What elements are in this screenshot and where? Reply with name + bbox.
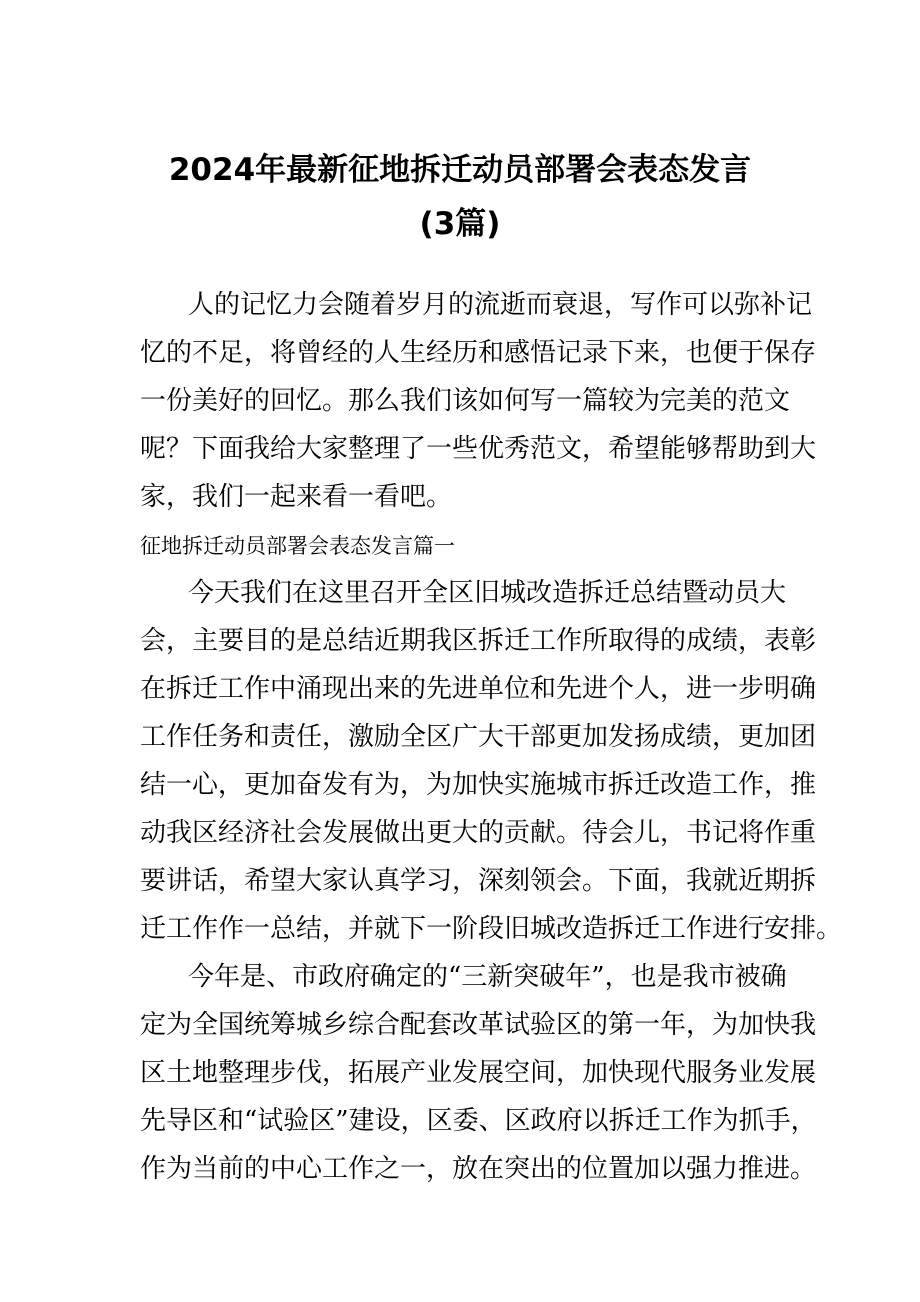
body-line: 工作任务和责任，激励全区广大干部更加发扬成绩，更加团 [140, 722, 817, 752]
intro-line: 家，我们一起来看一看吧。 [140, 482, 453, 512]
body-line: 会，主要目的是总结近期我区拆迁工作所取得的成绩，表彰 [140, 626, 817, 656]
body-line: 动我区经济社会发展做出更大的贡献。待会儿，书记将作重 [140, 818, 817, 848]
body-line: 在拆迁工作中涌现出来的先进单位和先进个人，进一步明确 [140, 674, 817, 704]
body-line: 今年是、市政府确定的“三新突破年”，也是我市被确 [188, 962, 787, 992]
intro-line: 人的记忆力会随着岁月的流逝而衰退，写作可以弥补记 [188, 290, 813, 320]
intro-line: 呢？下面我给大家整理了一些优秀范文，希望能够帮助到大 [140, 434, 817, 464]
body-line: 先导区和“试验区”建设，区委、区政府以拆迁工作为抓手， [140, 1106, 817, 1136]
document-title-line-1: 2024年最新征地拆迁动员部署会表态发言 [168, 152, 752, 188]
intro-line: 一份美好的回忆。那么我们该如何写一篇较为完美的范文 [140, 386, 791, 416]
body-line: 今天我们在这里召开全区旧城改造拆迁总结暨动员大 [188, 578, 787, 608]
body-line: 区土地整理步伐，拓展产业发展空间，加快现代服务业发展 [140, 1058, 817, 1088]
body-line: 作为当前的中心工作之一，放在突出的位置加以强力推进。 [140, 1154, 817, 1184]
body-line: 迁工作作一总结，并就下一阶段旧城改造拆迁工作进行安排。 [140, 914, 843, 944]
body-line: 定为全国统筹城乡综合配套改革试验区的第一年，为加快我 [140, 1010, 817, 1040]
document-title-line-2: (3篇) [419, 206, 501, 242]
body-line: 要讲话，希望大家认真学习，深刻领会。下面，我就近期拆 [140, 866, 817, 896]
section-heading: 征地拆迁动员部署会表态发言篇一 [140, 534, 455, 558]
body-line: 结一心，更加奋发有为，为加快实施城市拆迁改造工作，推 [140, 770, 817, 800]
intro-line: 忆的不足，将曾经的人生经历和感悟记录下来，也便于保存 [140, 338, 817, 368]
